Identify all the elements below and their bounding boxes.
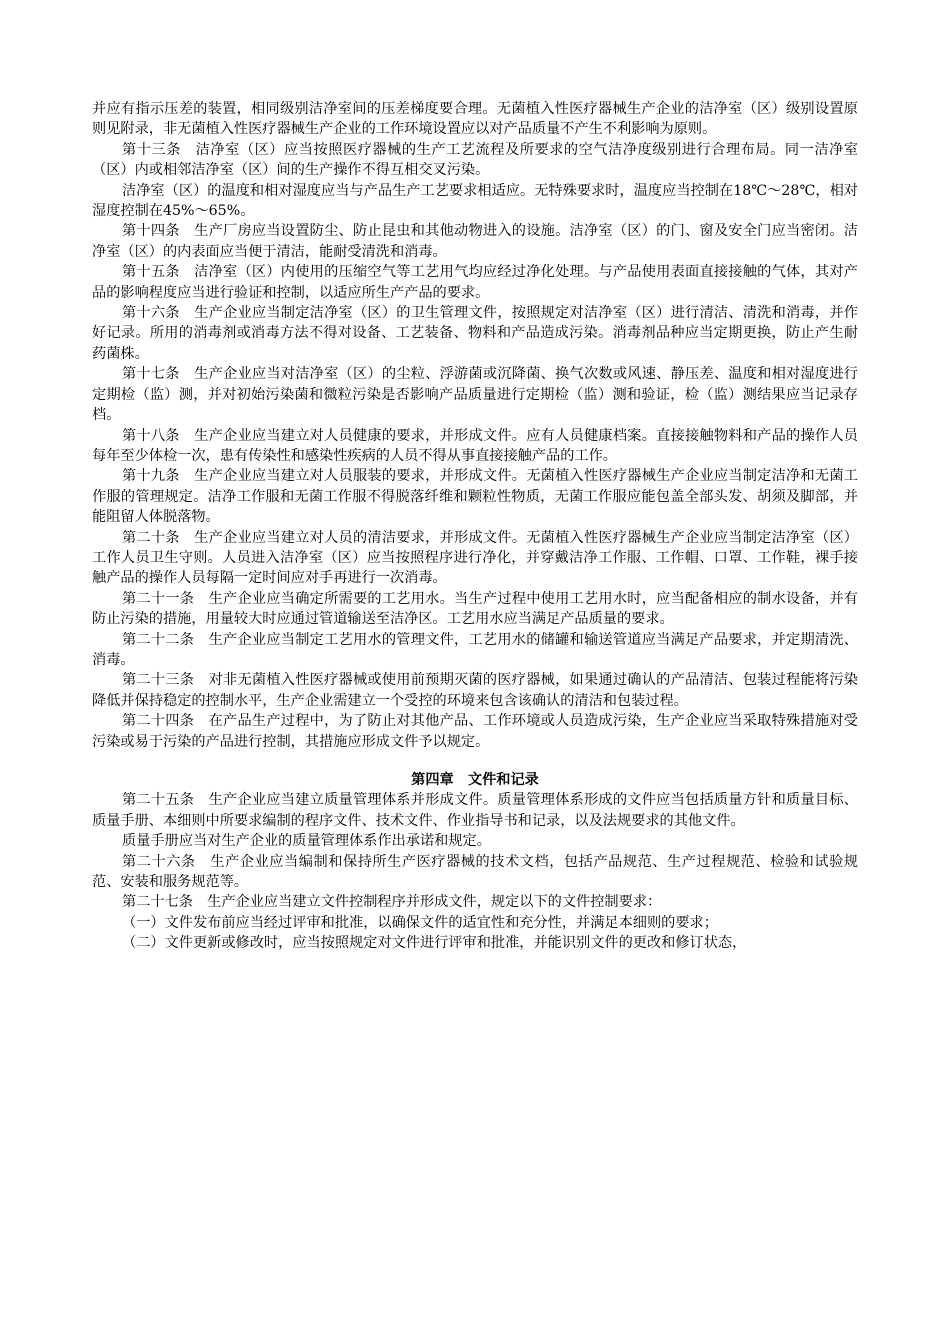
paragraph-article-20: 第二十条 生产企业应当建立对人员的清洁要求，并形成文件。无菌植入性医疗器械生产企业应当制定洁净室（区）工作人员卫生守则。人员进入洁净室（区）应当按照程序进行净化，并穿戴洁净工作服、工作帽、口罩、工作鞋，裸手接触产品的操作人员每隔一定时间应对手再进行一次消毒。 [92,529,858,587]
list-item-2: （二）文件更新或修改时，应当按照规定对文件进行评审和批准，并能识别文件的更改和修订状态， [122,935,747,952]
paragraph-article-27: 第二十七条 生产企业应当建立文件控制程序并形成文件，规定以下的文件控制要求： [122,894,662,911]
paragraph-article-21: 第二十一条 生产企业应当确定所需要的工艺用水。当生产过程中使用工艺用水时，应当配备相应的制水设备，并有防止污染的措施，用量较大时应通过管道输送至洁净区。工艺用水应当满足产品质量的要求。 [92,590,858,628]
paragraph-article-24: 第二十四条 在产品生产过程中，为了防止对其他产品、工作环境或人员造成污染，生产企业应当采取特殊措施对受污染或易于污染的产品进行控制，其措施应形成文件予以规定。 [92,713,858,750]
paragraph-article-25: 第二十五条 生产企业应当建立质量管理体系并形成文件。质量管理体系形成的文件应当包括质量方针和质量目标、质量手册、本细则中所要求编制的程序文件、技术文件、作业指导书和记录，以及法规要求的其他文件。 [92,792,858,829]
paragraph-article-17: 第十七条 生产企业应当对洁净室（区）的尘粒、浮游菌或沉降菌、换气次数或风速、静压差、温度和相对湿度进行定期检（监）测，并对初始污染菌和微粒污染是否影响产品质量进行定期检（监）测和验证，检（监）测结果应当记录存档。 [92,366,858,424]
chapter-heading: 第四章 文件和记录 [411,772,539,788]
list-item-1: （一）文件发布前应当经过评审和批准，以确保文件的适宜性和充分性，并满足本细则的要求； [122,914,718,931]
paragraph-article-23: 第二十三条 对非无菌植入性医疗器械或使用前预期灭菌的医疗器械，如果通过确认的产品清洁、包装过程能将污染降低并保持稳定的控制水平，生产企业需建立一个受控的环境来包含该确认的清洁和包装过程。 [92,672,858,709]
paragraph-article-22: 第二十二条 生产企业应当制定工艺用水的管理文件，工艺用水的储罐和输送管道应当满足产品要求，并定期清洗、消毒。 [92,631,858,668]
paragraph-temperature-humidity: 洁净室（区）的温度和相对湿度应当与产品生产工艺要求相适应。无特殊要求时，温度应当控制在18℃～28℃，相对湿度控制在45%～65%。 [92,182,858,220]
paragraph-article-15: 第十五条 洁净室（区）内使用的压缩空气等工艺用气均应经过净化处理。与产品使用表面直接接触的气体，其对产品的影响程度应当进行验证和控制，以适应所生产产品的要求。 [92,264,858,301]
paragraph-quality-manual: 质量手册应当对生产企业的质量管理体系作出承诺和规定。 [122,833,491,850]
paragraph-article-19: 第十九条 生产企业应当建立对人员服装的要求，并形成文件。无菌植入性医疗器械生产企业应当制定洁净和无菌工作服的管理规定。洁净工作服和无菌工作服不得脱落纤维和颗粒性物质，无菌工作服应能包盖全部头发、胡须及脚部，并能阻留人体脱落物。 [92,468,858,526]
paragraph-article-14: 第十四条 生产厂房应当设置防尘、防止昆虫和其他动物进入的设施。洁净室（区）的门、窗及安全门应当密闭。洁净室（区）的内表面应当便于清洁，能耐受清洗和消毒。 [92,223,858,260]
document-page [92,99,858,954]
paragraph-article-16: 第十六条 生产企业应当制定洁净室（区）的卫生管理文件，按照规定对洁净室（区）进行清洁、清洗和消毒，并作好记录。所用的消毒剂或消毒方法不得对设备、工艺装备、物料和产品造成污染。消毒剂品种应当定期更换，防止产生耐药菌株。 [92,305,858,362]
paragraph-article-18: 第十八条 生产企业应当建立对人员健康的要求，并形成文件。应有人员健康档案。直接接触物料和产品的操作人员每年至少体检一次，患有传染性和感染性疾病的人员不得从事直接接触产品的工作。 [92,427,858,464]
paragraph-article-26: 第二十六条 生产企业应当编制和保持所生产医疗器械的技术文档，包括产品规范、生产过程规范、检验和试验规范、安装和服务规范等。 [92,853,858,891]
paragraph-pressure-gradient: 并应有指示压差的装置，相同级别洁净室间的压差梯度要合理。无菌植入性医疗器械生产企业的洁净室（区）级别设置原则见附录，非无菌植入性医疗器械生产企业的工作环境设置应以对产品质量不产生不利影响为原则。 [92,101,858,138]
paragraph-article-13: 第十三条 洁净室（区）应当按照医疗器械的生产工艺流程及所要求的空气洁净度级别进行合理布局。同一洁净室（区）内或相邻洁净室（区）间的生产操作不得互相交叉污染。 [92,141,858,179]
